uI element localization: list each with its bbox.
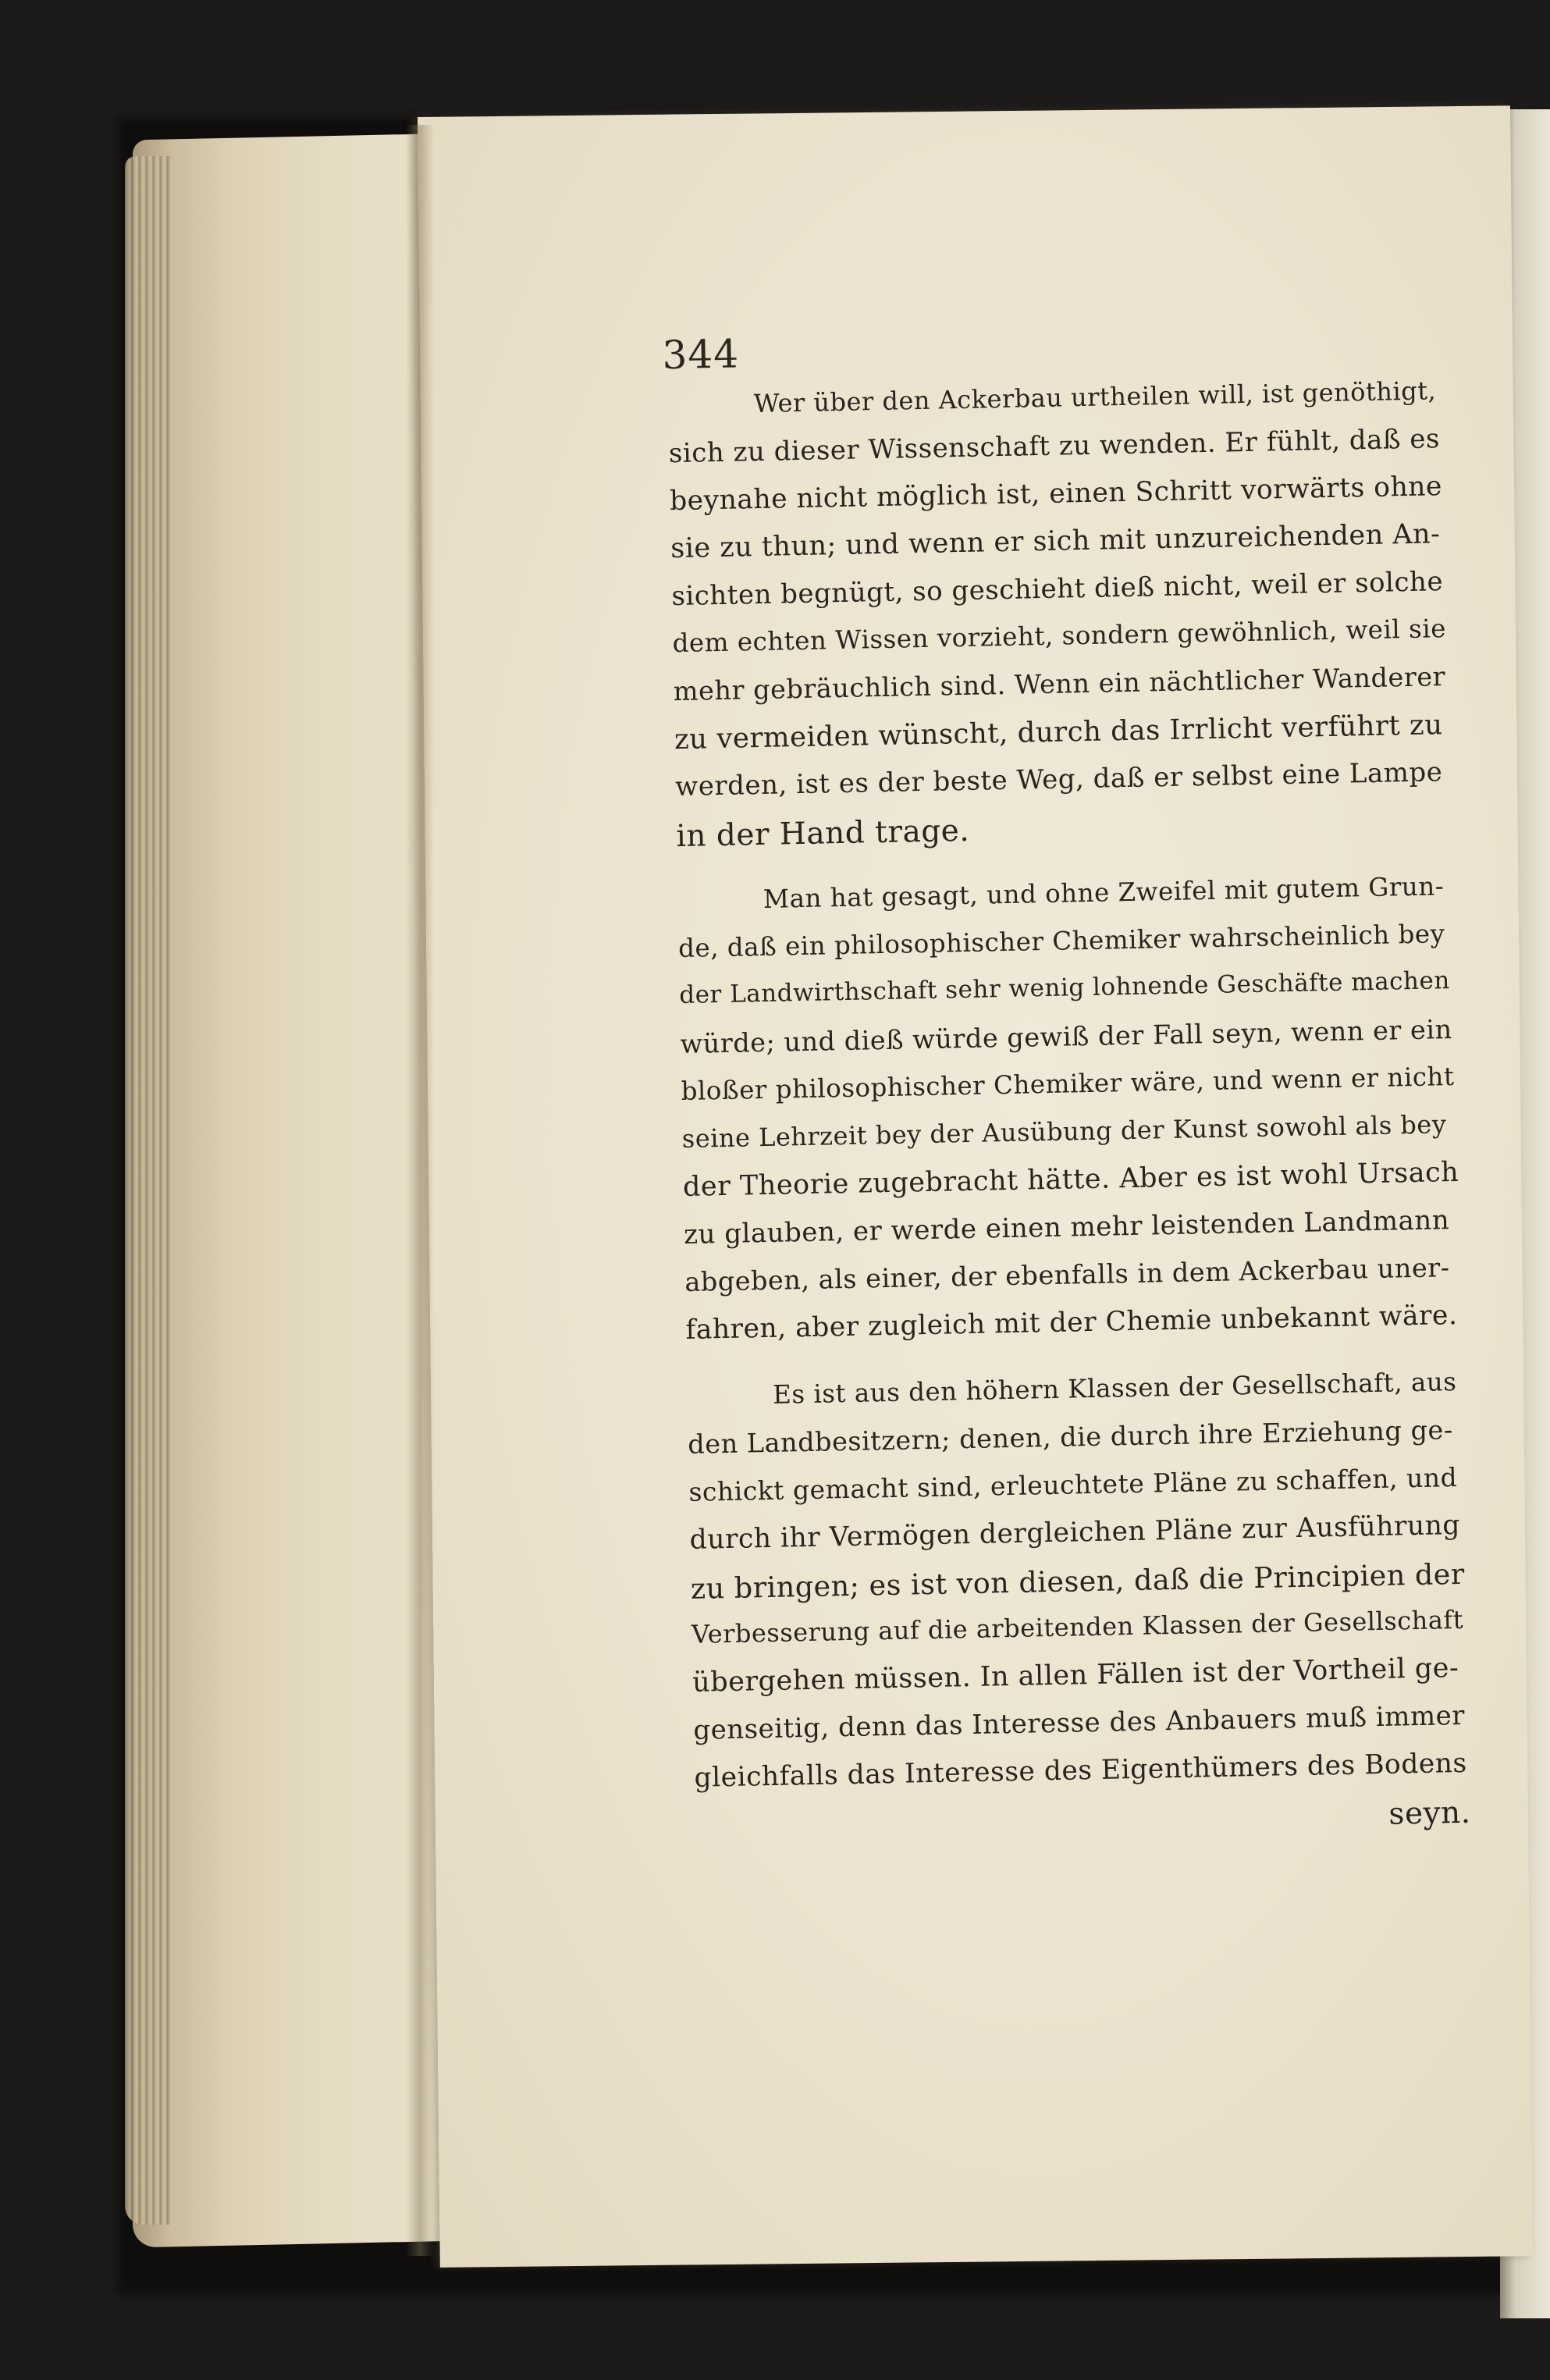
text-line: sichten begnügt, so geschieht dieß nicht, weil er solche xyxy=(671,566,1444,613)
text-line: übergehen müssen. In allen Fällen ist der Vortheil ge- xyxy=(691,1652,1459,1699)
text-line: werden, ist es der beste Weg, daß er selbst eine Lampe xyxy=(674,756,1443,803)
text-line: beynahe nicht möglich ist, einen Schritt vorwärts ohne xyxy=(669,471,1443,518)
text-line: zu glauben, er werde einen mehr leistenden Landmann xyxy=(683,1204,1450,1250)
text-line: durch ihr Vermögen dergleichen Pläne zur Ausführung xyxy=(689,1509,1461,1556)
text-line: bloßer philosophischer Chemiker wäre, und wenn er nicht xyxy=(681,1061,1455,1107)
text-line: Wer über den Ackerbau urtheilen will, ist genöthigt, xyxy=(753,375,1437,419)
text-line: sich zu dieser Wissenschaft zu wenden. Er fühlt, daß es xyxy=(668,423,1441,470)
text-line: fahren, aber zugleich mit der Chemie unbekannt wäre. xyxy=(685,1299,1458,1346)
text-line: genseitig, denn das Interesse des Anbauers muß immer xyxy=(692,1699,1466,1746)
text-line: abgeben, als einer, der ebenfalls in dem Ackerbau uner- xyxy=(684,1252,1450,1297)
text-line: in der Hand trage. xyxy=(675,813,970,855)
closing-word: seyn. xyxy=(1388,1795,1472,1832)
text-line: würde; und dieß würde gewiß der Fall seyn, wenn er ein xyxy=(680,1014,1452,1060)
text-line: schickt gemacht sind, erleuchtete Pläne zu schaffen, und xyxy=(688,1462,1458,1507)
text-line: de, daß ein philosophischer Chemiker wahrscheinlich bey xyxy=(677,919,1445,964)
text-line: den Landbesitzern; denen, die durch ihre Erziehung ge- xyxy=(687,1414,1453,1460)
page-number: 344 xyxy=(661,331,740,379)
text-line: der Theorie zugebracht hätte. Aber es ist wohl Ursach xyxy=(682,1156,1459,1203)
text-line: gleichfalls das Interesse des Eigenthümers des Bodens xyxy=(694,1747,1468,1794)
text-line: zu bringen; es ist von diesen, daß die Principien der xyxy=(690,1556,1466,1606)
text-line: dem echten Wissen vorzieht, sondern gewöhnlich, weil sie xyxy=(672,614,1447,659)
text-line: der Landwirthschaft sehr wenig lohnende Geschäfte machen xyxy=(678,966,1451,1010)
text-line: seine Lehrzeit bey der Ausübung der Kunst sowohl als bey xyxy=(681,1109,1447,1154)
text-line: zu vermeiden wünscht, durch das Irrlicht verführt zu xyxy=(674,709,1443,756)
text-line: mehr gebräuchlich sind. Wenn ein nächtlicher Wanderer xyxy=(673,661,1446,707)
text-line: sie zu thun; und wenn er sich mit unzureichenden An- xyxy=(670,518,1441,565)
text-line: Es ist aus den höhern Klassen der Gesellschaft, aus xyxy=(772,1367,1457,1410)
text-line: Verbesserung auf die arbeitenden Klassen der Gesellschaft xyxy=(691,1604,1464,1649)
text-line: Man hat gesagt, und ohne Zweifel mit gutem Grun- xyxy=(763,871,1445,914)
